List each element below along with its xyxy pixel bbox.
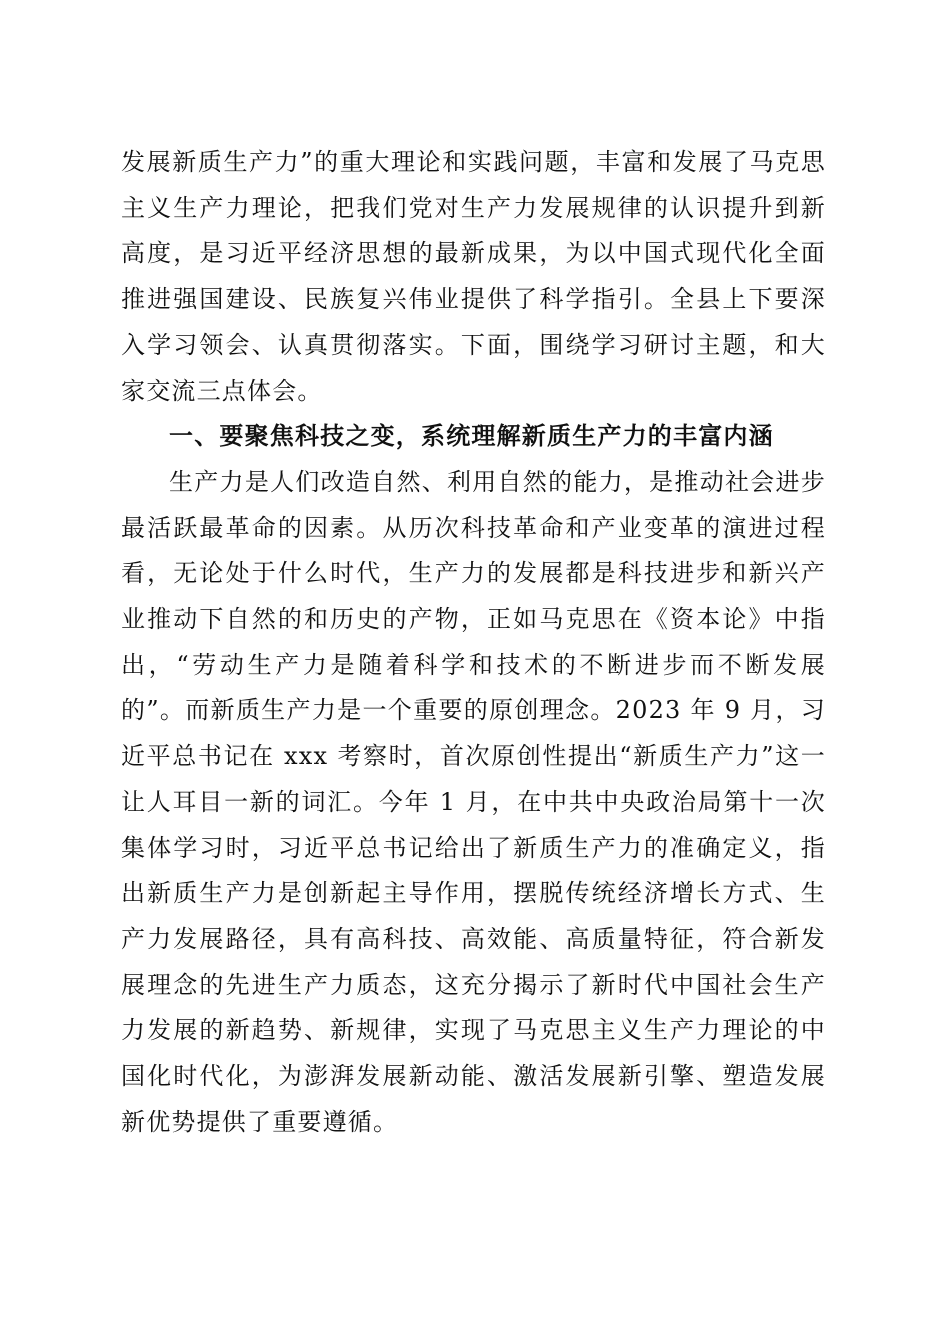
section-heading: 一、要聚焦科技之变，系统理解新质生产力的丰富内涵	[169, 422, 774, 451]
document-body	[121, 140, 826, 1145]
body-paragraph: 生产力是人们改造自然、利用自然的能力，是推动社会进步最活跃最革命的因素。从历次科技革命和产业变革的演进过程看，无论处于什么时代，生产力的发展都是科技进步和新兴产业推动下自然的和历史的产物，正如马克思在《资本论》中指出，“劳动生产力是随着科学和技术的不断进步而不断发展的”。而新质生产力是一个重要的原创理念。2023 年 9 月，习近平总书记在 xxx 考察时，首次原创性提出“新质生产力”这一让人耳目一新的词汇。今年 1 月，在中共中央政治局第十一次集体学习时，习近平总书记给出了新质生产力的准确定义，指出新质生产力是创新起主导作用，摆脱传统经济增长方式、生产力发展路径，具有高科技、高效能、高质量特征，符合新发展理念的先进生产力质态，这充分揭示了新时代中国社会生产力发展的新趋势、新规律，实现了马克思主义生产力理论的中国化时代化，为澎湃发展新动能、激活发展新引擎、塑造发展新优势提供了重要遵循。	[121, 467, 826, 1136]
intro-paragraph: 发展新质生产力”的重大理论和实践问题，丰富和发展了马克思主义生产力理论，把我们党对生产力发展规律的认识提升到新高度，是习近平经济思想的最新成果，为以中国式现代化全面推进强国建设、民族复兴伟业提供了科学指引。全县上下要深入学习领会、认真贯彻落实。下面，围绕学习研讨主题，和大家交流三点体会。	[121, 148, 826, 405]
